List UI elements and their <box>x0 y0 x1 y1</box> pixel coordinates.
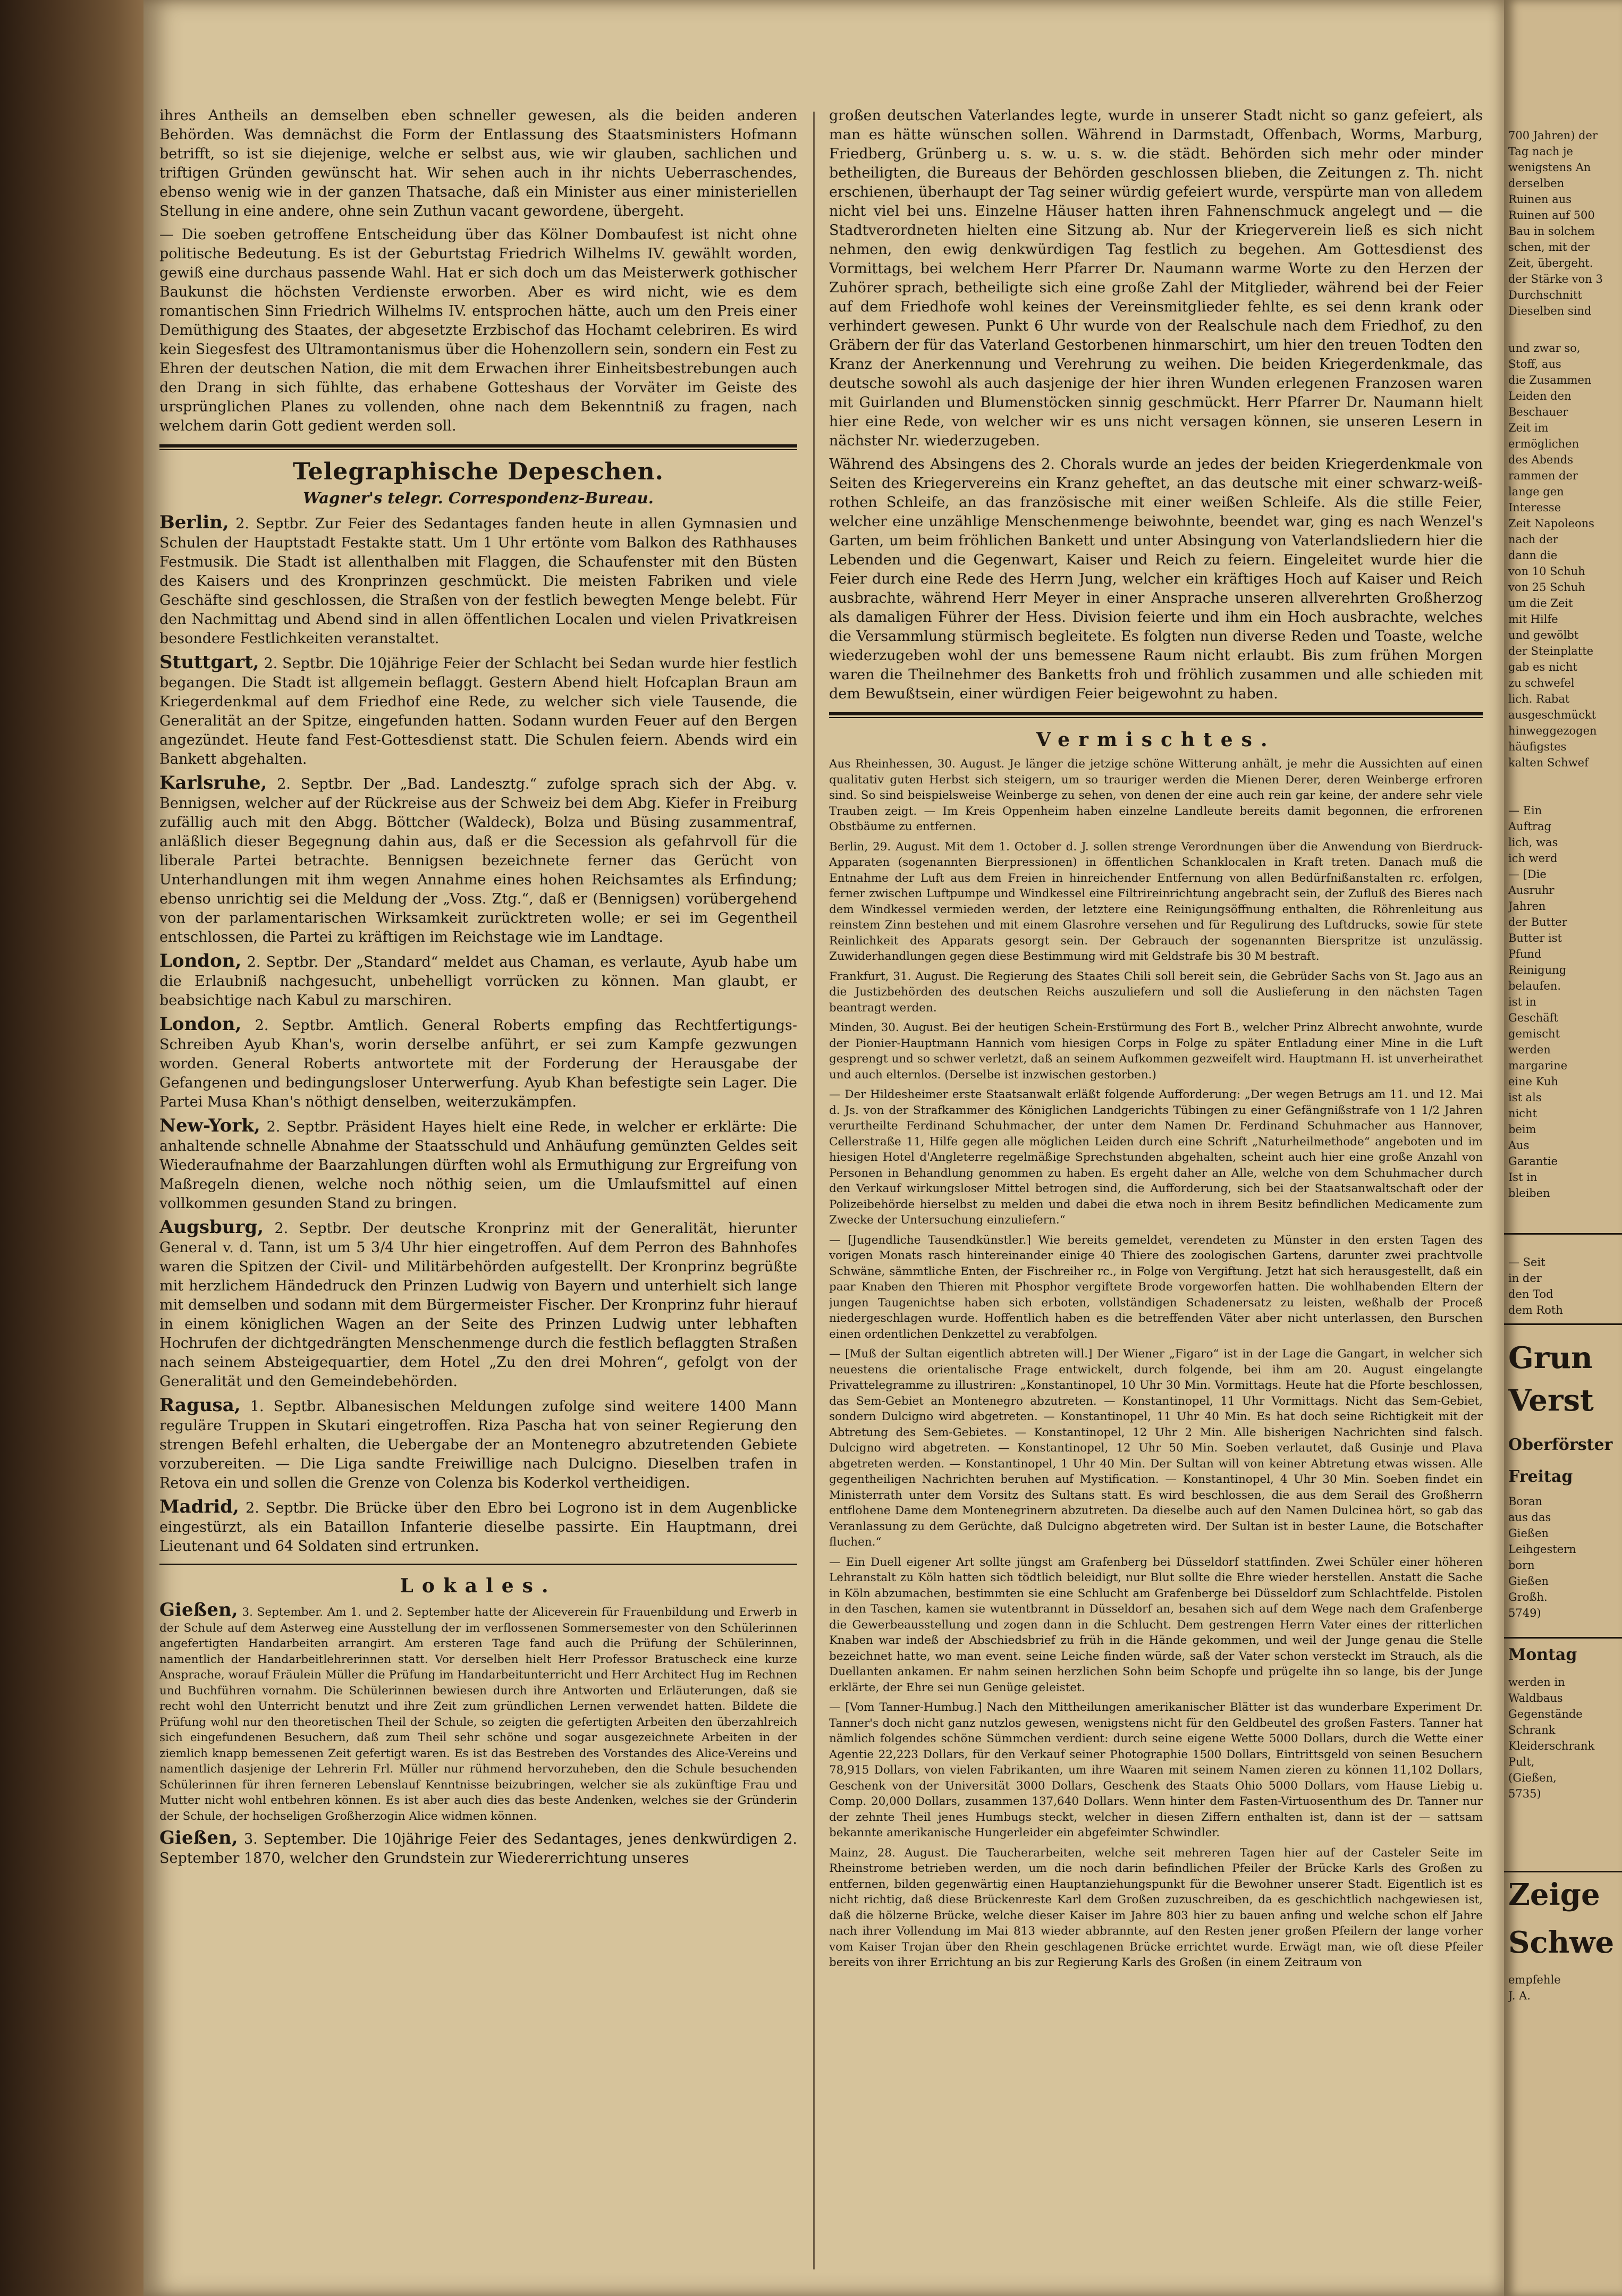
vermischtes-item: — [Jugendliche Tausendkünstler.] Wie bereits gemeldet, verendeten zu Münster in den ersten Tagen des vorigen Monats rasch hintereinander einige 40 Thiere des zoologischen Gartens, darunter zwei prachtvolle Schwäne, sämmtliche Enten, der Fischreiher rc., in Folge von Vergiftung. Jetzt hat sich herausgestellt, daß ein paar Knaben den Thieren mit Phosphor vergiftete Brode vorgeworfen hatten. Die wohlhabenden Eltern der jungen Taugenichtse haben sich erboten, vollständigen Schadenersatz zu leisten, weßhalb der Proceß niedergeschlagen wurde. Hoffentlich haben es die betreffenden Väter aber nicht unterlassen, den Burschen einen ordentlichen Denkzettel zu verabfolgen. <box>829 1233 1483 1341</box>
dispatch-text: 2. Septbr. Die Brücke über den Ebro bei Logrono ist in dem Augenblicke eingestürzt, als ein Bataillon Infanterie dieselbe passirte. Ein Hauptmann, drei Lieutenant und 64 Soldaten sind ertrunken. <box>159 1500 797 1555</box>
adjacent-page-rule <box>1504 1637 1622 1639</box>
adjacent-page-line: Leiden den <box>1508 390 1572 402</box>
adjacent-page-line: mit Hilfe <box>1508 613 1558 626</box>
adjacent-page-line: — Seit <box>1508 1256 1545 1269</box>
adjacent-page-line: Pult, <box>1508 1755 1535 1768</box>
adjacent-page-line: hinweggezogen <box>1508 724 1597 737</box>
dispatch-place: Ragusa, <box>159 1395 241 1416</box>
adjacent-page-line: 5749) <box>1508 1607 1541 1619</box>
dispatch-item <box>159 773 797 947</box>
adjacent-page-line: dem Roth <box>1508 1304 1563 1316</box>
adjacent-page-line: Interesse <box>1508 501 1561 514</box>
adjacent-page-line: J. A. <box>1508 1989 1531 2002</box>
adjacent-page-line: 5735) <box>1508 1787 1541 1800</box>
adjacent-page-line: Leihgestern <box>1508 1543 1576 1556</box>
dispatch-text: 2. Septbr. Amtlich. General Roberts empfing das Rechtfertigungs-Schreiben Ayub Khan's, worin derselbe anführt, er sei zum Kampfe gezwungen worden. General Roberts antwortete mit der Forderung der Herausgabe der Gefangenen und bedingungsloser Unterwerfung. Ayub Khan befestigte sein Lager. Die Partei Musa Khan's nöthigt denselben, weiterzukämpfen. <box>159 1017 797 1110</box>
adjacent-page-edge <box>1504 0 1622 2296</box>
adjacent-page-fragments <box>1508 1674 1622 1802</box>
adjacent-page-line: born <box>1508 1559 1535 1572</box>
adjacent-page-line: gemischt <box>1508 1027 1560 1040</box>
adjacent-page-line: Schrank <box>1508 1724 1556 1736</box>
adjacent-page-line: Auftrag <box>1508 820 1551 833</box>
sedan-report-paragraph: Während des Absingens des 2. Chorals wurde an jedes der beiden Kriegerdenkmale von Seiten des Kriegervereins ein Kranz geheftet, an das deutsche mit einer schwarz-weiß-rothen Schleife, an das französische mit einer weißen Schleife. Als die stille Feier, welcher eine unzählige Menschenmenge beiwohnte, beendet war, ging es nach Wenzel's Garten, um beim fröhlichen Bankett und unter Absingung von Vaterlandsliedern hier die Lebenden und die Gegenwart, Kaiser und Reich zu feiern. Eingeleitet wurde hier die Feier durch eine Rede des Herrn Jung, welcher ein kräftiges Hoch auf Kaiser und Reich ausbrachte, während Herr Meyer in einer Ansprache unseren allverehrten Großherzog als damaligen Führer der Hess. Division feierte und ihm ein Hoch ausbrachte, welches die Versammlung stürmisch begleitete. Es folgten nun diverse Reden und Toaste, welche wiederzugeben wohl der uns bemessene Raum nicht erlaubt. Bis zum frühen Morgen waren die Theilnehmer des Banketts froh und fröhlich zusammen und alle schieden mit dem Bewußtsein, einer würdigen Feier beigewohnt zu haben. <box>829 456 1483 702</box>
adjacent-page-line: ich werd <box>1508 852 1558 865</box>
dispatch-item <box>159 653 797 769</box>
adjacent-page-line: Ruinen auf 500 <box>1508 209 1595 222</box>
adjacent-page-line: lich. Rabat <box>1508 693 1570 705</box>
adjacent-page-line: — Ein <box>1508 804 1542 817</box>
adjacent-page-line: zu schwefel <box>1508 677 1575 689</box>
dispatch-text: 1. Septbr. Albanesischen Meldungen zufolge sind weitere 1400 Mann reguläre Truppen in Skutari eingetroffen. Riza Pascha hat von seiner Regierung den strengen Befehl erhalten, die Uebergabe der an Montenegro abzutretenden Gebiete vorzubereiten. — Die Liga sandte Freiwillige nach Dulcigno. Dieselben trafen in Retova ein und sollen die Grenze von Colenza bis Koderkol vertheidigen. <box>159 1398 797 1491</box>
adjacent-page-line: (Gießen, <box>1508 1771 1557 1784</box>
telegraph-subtitle: Wagner's telegr. Correspondenz-Bureau. <box>303 489 654 507</box>
dispatch-text: 2. Septbr. Präsident Hayes hielt eine Rede, in welcher er erklärte: Die anhaltende schnelle Abnahme der Staatsschuld und Anhäufung gemünzten Geldes seit Wiederaufnahme der Baarzahlungen dürften wohl als Ermuthigung zur Ergreifung von Maßregeln dienen, welche noch nöthig seien, um die Umlaufsmittel auf einen vollkommen gesunden Stand zu bringen. <box>159 1119 797 1212</box>
adjacent-page-line: gab es nicht <box>1508 661 1577 673</box>
dispatch-text: 2. Septbr. Der „Bad. Landesztg.“ zufolge sprach sich der Abg. v. Bennigsen, welcher auf der Rückreise aus der Schweiz bei dem Abg. Kiefer in Freiburg zufällig auch mit den Abgg. Böttcher (Waldeck), Bolza und Büsing zusammentraf, anläßlich dieser Begegnung dahin aus, daß er die Secession als gefahrvoll für die liberale Partei betrachte. Bennigsen bezeichnete ferner das Gerücht von Unterhandlungen mit ihm wegen Annahme eines hohen Reichsamtes als Erfindung; ebenso unrichtig sei die Meldung der „Voss. Ztg.“, daß er (Bennigsen) vorübergehend von der parlamentarischen Wirksamkeit zurücktreten wolle; er sei im Gegentheil entschlossen, die Partei zu kräftigen im Reichstage wie im Landtage. <box>159 776 797 946</box>
vermischtes-item: — Ein Duell eigener Art sollte jüngst am Grafenberg bei Düsseldorf stattfinden. Zwei Schüler einer höheren Lehranstalt zu Köln hatten sich tödtlich beleidigt, nur Blut sollte die Ehre wieder herstellen. Anstatt die Sache in Köln abzumachen, bestimmten sie eine Schlucht am Grafenberge bei Düsseldorf zum Schlachtfelde. Pistolen in den Taschen, kamen sie wutentbrannt in Düsseldorf an, besahen sich auf dem Wege nach dem Grafenberge die Gewerbeausstellung und zogen dann in die Schlucht. Dem gestrengen Herrn Vater eines der ritterlichen Knaben war indeß der Abschiedsbrief zu früh in die Hände gekommen, und weil der Junge genau die Stelle bezeichnet hatte, wo man event. seine Leiche finden würde, saß der Vater schon versteckt im Strauch, als die Duellanten ankamen. Er nahm seinen herzlichen Sohn beim Schopfe und prügelte ihn so lange, bis der Junge erklärte, der Ehre sei nun Genüge geleistet. <box>829 1555 1483 1694</box>
adjacent-page-line: Durchschnitt <box>1508 289 1582 301</box>
dispatch-item <box>159 1396 797 1493</box>
lokales-title: Lokales. <box>400 1575 557 1597</box>
adjacent-page-line: Beschauer <box>1508 406 1568 418</box>
vermischtes-item: Mainz, 28. August. Die Taucherarbeiten, welche seit mehreren Tagen hier auf der Casteler Seite im Rheinstrome betrieben werden, um die noch darin befindlichen Pfeiler der Brücke Karls des Großen zu entfernen, bilden gegenwärtig einen Hauptanziehungspunkt für die Bewohner unserer Stadt. Eigentlich ist es nicht richtig, daß diese Brückenreste Karl dem Großen zuzuschreiben, da es geschichtlich nachgewiesen ist, daß die hölzerne Brücke, welche dieser Kaiser im Jahre 803 hier zu bauen anfing und welche schon elf Jahre nach ihrer Vollendung im Mai 813 wieder abbrannte, auf den Resten jener großen Pfeilern der lange vorher vom Kaiser Trojan über den Rhein geschlagenen Brücke errichtet wurde. Erwägt man, wie oft diese Pfeiler bereits von ihrer Errichtung an bis zur Regierung Karls des Großen (in einem Zeitraum von <box>829 1846 1483 1969</box>
sedan-report-paragraph: großen deutschen Vaterlandes legte, wurde in unserer Stadt nicht so ganz gefeiert, als man es hätte wünschen sollen. Während in Darmstadt, Offenbach, Worms, Marburg, Friedberg, Grünberg u. s. w. u. s. w. die städt. Behörden sich mehr oder minder betheiligten, die Bureaus der Behörden geschlossen blieben, die Zeitungen z. Th. nicht erschienen, überhaupt der Tag seiner würdig gefeiert wurde, verspürte man von alledem nicht viel bei uns. Einzelne Häuser hatten ihren Fahnenschmuck angelegt und — die Stadtverordneten hielten eine Sitzung ab. Nur der Kriegerverein ließ es sich nicht nehmen, den ewig denkwürdigen Tag festlich zu begehen. Am Gottesdienst des Vormittags, bei welchem Herr Pfarrer Dr. Naumann warme Worte zu den Herzen der Zuhörer sprach, betheiligte sich eine große Zahl der Mitglieder, während bei der Feier auf dem Friedhofe wohl keines der Vereinsmitglieder fehlte, es sei denn krank oder verhindert gewesen. Punkt 6 Uhr wurde von der Realschule nach dem Friedhof, zu den Gräbern der für das Vaterland Gestorbenen hinmarschirt, um hier den treuen Todten den Kranz der Anerkennung und Verehrung zu weihen. Die beiden Kriegerdenkmale, das deutsche sowohl als auch dasjenige der hier ihren Wunden erlegenen Franzosen waren mit Guirlanden und Blumenstöcken sinnig geschmückt. Herr Pfarrer Dr. Naumann hielt hier eine Rede, von welcher wir es uns nicht versagen können, sie unseren Lesern in nächster Nr. wiederzugeben. <box>829 107 1483 449</box>
dispatch-item <box>159 1497 797 1556</box>
adjacent-page-heading: Zeige <box>1508 1877 1600 1912</box>
adjacent-page-line: Jahren <box>1508 900 1546 913</box>
column-divider <box>813 112 815 2269</box>
adjacent-page-line: des Abends <box>1508 453 1574 466</box>
adjacent-page-rule <box>1504 1323 1622 1325</box>
adjacent-page-line: Gegenstände <box>1508 1708 1583 1720</box>
adjacent-page-line: Butter ist <box>1508 932 1562 944</box>
lokales-item <box>159 1599 797 1824</box>
dispatch-text: 2. Septbr. Der „Standard“ meldet aus Chaman, es verlaute, Ayub habe um die Erlaubniß nachgesucht, unbehelligt vorrücken zu können. Man glaubt, er beabsichtige nach Kabul zu marschiren. <box>159 954 797 1009</box>
adjacent-page-line: nach der <box>1508 533 1558 546</box>
adjacent-page-line: Kleiderschrank <box>1508 1740 1595 1752</box>
adjacent-page-line: ausgeschmückt <box>1508 708 1596 721</box>
dispatch-place: London, <box>159 1014 242 1035</box>
dispatch-text: 2. Septbr. Zur Feier des Sedantages fanden heute in allen Gymnasien und Schulen der Hauptstadt Festakte statt. Um 1 Uhr ertönte vom Balkon des Rathhauses Festmusik. Die Stadt ist allenthalben mit Flaggen, die Schaufenster mit den Büsten des Kaisers und des Kronprinzen geschmückt. Die meisten Fabriken und viele Geschäfte sind geschlossen, die Straßen von der festlich bewegten Menge belebt. Für den Nachmittag und Abend sind in allen öffentlichen Localen und vielen Privatkreisen besondere Festlichkeiten veranstaltet. <box>159 516 797 647</box>
vermischtes-item: Frankfurt, 31. August. Die Regierung des Staates Chili soll bereit sein, die Gebrüder Sachs von St. Jago aus an die Justizbehörden des deutschen Reichs auszuliefern und soll die Auslieferung in den nächsten Tagen beantragt werden. <box>829 969 1483 1015</box>
adjacent-page-heading: Grun <box>1508 1340 1593 1375</box>
adjacent-page-line: Waldbaus <box>1508 1692 1563 1704</box>
adjacent-page-line: bleiben <box>1508 1187 1550 1200</box>
lokales-text: 3. September. Die 10jährige Feier des Sedantages, jenes denkwürdigen 2. September 1870, welcher den Grundstein zur Wiedererrichtung unseres <box>159 1831 797 1867</box>
adjacent-page-line: der Butter <box>1508 916 1567 928</box>
adjacent-page-line: Zeit, übergeht. <box>1508 257 1593 269</box>
adjacent-page-line: von 10 Schuh <box>1508 565 1585 578</box>
adjacent-page-line: ist als <box>1508 1091 1542 1104</box>
adjacent-page-line: Reinigung <box>1508 964 1567 976</box>
lokales-place: Gießen, <box>159 1827 238 1848</box>
adjacent-page-line: Zeit im <box>1508 421 1549 434</box>
adjacent-page-subheading: Oberförster <box>1508 1436 1613 1454</box>
adjacent-page-line: Aus <box>1508 1139 1530 1152</box>
adjacent-page-line: 700 Jahren) der <box>1508 129 1598 142</box>
adjacent-page-line: schen, mit der <box>1508 241 1590 254</box>
adjacent-page-line: Stoff, aus <box>1508 358 1561 370</box>
lokales-text: 3. September. Am 1. und 2. September hatte der Aliceverein für Frauenbildung und Erwerb in der Schule auf dem Asterweg eine Ausstellung der im verflossenen Sommersemester von den Schülerinnen angefertigten Handarbeiten arrangirt. Am ersteren Tage fand auch die Prüfung der Schülerinnen, namentlich der Handarbeitlehrerinnen statt. Vor derselben hielt Herr Professor Bratuscheck eine kurze Ansprache, worauf Fräulein Müller die Prüfung im Handarbeitunterricht und Herr Architect Hug im Rechnen und Buchführen vornahm. Die Schülerinnen bewiesen durch ihre Antworten und Erläuterungen, daß sie recht wohl den Unterricht benutzt und ihre Zeit zum gründlichen Lernen verwendet hatten. Bildete die Prüfung wohl nur den theoretischen Theil der Schule, so zeigten die gefertigten Arbeiten den überzahlreich sich eingefundenen Besuchern, daß zum Theil sehr schöne und sogar ausgezeichnete Arbeiten in der ziemlich knapp bemessenen Zeit gefertigt waren. Es ist das Bestreben des Vorstandes des Alice-Vereins und namentlich dasjenige der Lehrerin Frl. Müller nur rühmend hervorzuheben, den die Schule besuchenden Schülerinnen für ihren ferneren Lebenslauf Kenntnisse beizubringen, welcher sie als zukünftige Frau und Mutter nicht wohl entbehren können. Es ist aber auch dies das beste Andenken, welches sie der Gründerin der Schule, der hochseligen Großherzogin Alice widmen können. <box>159 1606 797 1823</box>
adjacent-page-line: Bau in solchem <box>1508 225 1595 238</box>
vermischtes-item: — Der Hildesheimer erste Staatsanwalt erläßt folgende Aufforderung: „Der wegen Betrugs am 11. und 12. Mai d. Js. von der Strafkammer des Königlichen Landgerichts Tübingen zu einer Gefängnißstrafe von 1 1/2 Jahren verurtheilte Ferdinand Schuhmacher, der unter dem Namen Dr. Ferdinand Schuhmacher aus Hannover, Cellerstraße 11, Hilfe gegen alle möglichen Leiden durch eine Schrift „Naturheilmethode“ angeboten und im hiesigen Hotel d'Angleterre regelmäßige Sprechstunden abgehalten, scheint auch hier eine große Anzahl von Personen in Behandlung genommen zu haben. Es ergeht daher an Alle, welche von dem Schuhmacher durch den Verkauf wirkungsloser Mittel betrogen sind, die Aufforderung, sich bei der Staatsanwaltschaft oder der Polizeibehörde hierselbst zu melden und dabei die etwa noch in ihrem Besitz befindlichen Medicamente zum Zwecke der Untersuchung einzuliefern.“ <box>829 1088 1483 1227</box>
dispatch-item <box>159 513 797 648</box>
vermischtes-item: — [Vom Tanner-Humbug.] Nach den Mittheilungen amerikanischer Blätter ist das wunderbare Experiment Dr. Tanner's doch nicht ganz nutzlos gewesen, wenigstens nicht für den Geldbeutel des großen Fasters. Tanner hat nämlich folgendes schöne Sümmchen verdient: durch seine eigene Wette 5000 Dollars, durch die Wette einer Agentie 22,223 Dollars, für den Verkauf seiner Photographie 1500 Dollars, Eintrittsgeld von seinen Besuchern 78,915 Dollars, von vielen Fabrikanten, um ihre Waaren mit seinem Namen zieren zu können 11,102 Dollars, Geschenk von der Universität 3000 Dollars, Geschenk des Staats Ohio 5000 Dollars, vom Hause Liebig u. Comp. 20,000 Dollars, zusammen 137,640 Dollars. Wenn hinter dem Fasten-Virtuosenthum des Dr. Tanner nur der zehnte Theil jenes Humbugs steckt, welcher in diesen Ziffern enthalten ist, dann ist der — sattsam bekannte amerikanische Hungerleider ein abgefeimter Schwindler. <box>829 1701 1483 1839</box>
adjacent-page-line: eine Kuh <box>1508 1075 1559 1088</box>
adjacent-page-line: Tag nach je <box>1508 145 1573 158</box>
adjacent-page-line: ermöglichen <box>1508 437 1579 450</box>
section-rule <box>159 1564 797 1565</box>
dispatch-item <box>159 1116 797 1213</box>
adjacent-page-heading: Schwe <box>1508 1925 1615 1960</box>
book-spine <box>0 0 143 2296</box>
adjacent-page-line: aus das <box>1508 1511 1551 1524</box>
adjacent-page-line: häufigstes <box>1508 740 1567 753</box>
intro-paragraph: — Die soeben getroffene Entscheidung über das Kölner Dombaufest ist nicht ohne politische Bedeutung. Es ist der Geburtstag Friedrich Wilhelms IV. gewählt worden, gewiß eine durchaus passende Wahl. Hat er sich doch um das Meisterwerk gothischer Baukunst die höchsten Verdienste erworben. Aber es wird nicht, wie es dem romantischen Sinn Friedrich Wilhelms IV. entsprochen hätte, auch um den Preis einer Demüthigung des Staates, der abgesetzte Erzbischof das Hochamt celebriren. Es wird kein Siegesfest des Ultramontanismus über die Hohenzollern sein, sondern ein Fest zu Ehren der deutschen Nation, die mit dem Erwachen ihrer Einheitsbestrebungen auch den Drang in sich fühlte, das erhabene Gotteshaus der Vorväter im Geiste des ursprünglichen Planes zu vollenden, ohne nach dem Bekenntniß zu fragen, nach welchem darin Gott gedient werden soll. <box>159 226 797 434</box>
adjacent-page-line: derselben <box>1508 177 1565 190</box>
section-rule <box>829 712 1483 718</box>
adjacent-page-line: margarine <box>1508 1059 1568 1072</box>
adjacent-page-line: wenigstens An <box>1508 161 1591 174</box>
adjacent-page-subheading: Montag <box>1508 1645 1577 1664</box>
adjacent-page-line: lich, was <box>1508 836 1558 849</box>
adjacent-page-line: Zeit Napoleons <box>1508 517 1594 530</box>
dispatch-text: 2. Septbr. Die 10jährige Feier der Schlacht bei Sedan wurde hier festlich begangen. Die Stadt ist allgemein beflaggt. Gestern Abend hielt Hofcaplan Braun am Kriegerdenkmal auf dem Friedhof eine Rede, zu welcher sich viele Tausende, die Generalität an der Spitze, eingefunden hatten. Sodann wurden Feuer auf den Bergen angezündet. Heute fand Fest-Gottesdienst statt. Die Schulen feiern. Abends wird ein Bankett abgehalten. <box>159 655 797 767</box>
adjacent-page-line: Dieselben sind <box>1508 305 1592 317</box>
adjacent-page-line: nicht <box>1508 1107 1537 1120</box>
adjacent-page-line: und gewölbt <box>1508 629 1579 641</box>
adjacent-page-fragments <box>1508 1972 1622 2004</box>
adjacent-page-fragments <box>1508 1493 1622 1621</box>
dispatch-item <box>159 1015 797 1112</box>
adjacent-page-line: Garantie <box>1508 1155 1558 1168</box>
adjacent-page-line: um die Zeit <box>1508 597 1573 610</box>
adjacent-page-line: von 25 Schuh <box>1508 581 1585 594</box>
adjacent-page-line: in der <box>1508 1272 1542 1285</box>
adjacent-page-line: ist in <box>1508 995 1536 1008</box>
adjacent-page-line: Ausruhr <box>1508 884 1555 897</box>
dispatch-place: New-York, <box>159 1115 260 1136</box>
adjacent-page-line: werden <box>1508 1043 1551 1056</box>
left-column <box>159 106 797 2269</box>
vermischtes-item: Aus Rheinhessen, 30. August. Je länger die jetzige schöne Witterung anhält, je mehr die Aussichten auf einen qualitativ guten Herbst sich steigern, um so trauriger werden die Mienen Derer, deren Weinberge erfroren sind. So sind beispielsweise Weinberge zu sehen, von denen der eine auch rein gar keine, der andere sehr viele Trauben zeigt. — Im Kreis Oppenheim haben einzelne Landleute bereits damit begonnen, die erfrorenen Obstbäume zu entfernen. <box>829 757 1483 833</box>
adjacent-page-fragments <box>1508 340 1622 771</box>
dispatch-place: Augsburg, <box>159 1217 264 1238</box>
adjacent-page-line: Geschäft <box>1508 1011 1558 1024</box>
adjacent-page-line: belaufen. <box>1508 980 1561 992</box>
adjacent-page-line: dann die <box>1508 549 1558 562</box>
adjacent-page-line: Ist in <box>1508 1171 1537 1184</box>
vermischtes-item: Berlin, 29. August. Mit dem 1. October d. J. sollen strenge Verordnungen über die Anwendung von Bierdruck-Apparaten (sogenannten Bierpressionen) in öffentlichen Schanklocalen in Kraft treten. Danach muß die Entnahme der Luft aus dem Freien in hinreichender Entfernung von allen Bedürfnißanstalten rc. erfolgen, ferner zwischen Luftpumpe und Windkessel eine Filtrireinrichtung angebracht sein, der Zufluß des Bieres nach dem Windkessel vermieden werden, der letztere eine Reinigungsöffnung enthalten, die Röhrenleitung aus reinstem Zinn bestehen und mit einem Glasrohre versehen und für Regulirung des Luftdrucks, sowie für stete Reinlichkeit des Apparats gesorgt sein. Der Gebrauch der sogenannten Bierspritze ist unzulässig. Zuwiderhandlungen gegen diese Bestimmung wird mit Geldstrafe bis 30 M bestraft. <box>829 840 1483 963</box>
adjacent-page-rule <box>1504 1233 1622 1235</box>
dispatch-item <box>159 1218 797 1391</box>
adjacent-page-line: empfehle <box>1508 1973 1561 1986</box>
vermischtes-item: — [Muß der Sultan eigentlich abtreten will.] Der Wiener „Figaro“ ist in der Lage die Gangart, in welcher sich neuestens die orientalische Frage entwickelt, durch folgende, bei ihm am 20. August eingelangte Privattelegramme zu illustriren: „Konstantinopel, 10 Uhr 30 Min. Vormittags. Heute hat die Pforte beschlossen, das Sem-Gebiet an Montenegro abzutreten. — Konstantinopel, 11 Uhr Vormittags. Nicht das Sem-Gebiet, sondern Dulcigno wird abgetreten. — Konstantinopel, 11 Uhr 40 Min. Es hat doch seine Richtigkeit mit der Abtretung des Sem-Gebietes. — Konstantinopel, 12 Uhr 2 Min. Alle bisherigen Nachrichten sind falsch. Dulcigno wird abgetreten. — Konstantinopel, 12 Uhr 50 Min. Soeben verlautet, daß Gusinje und Plava abgetreten werden. — Konstantinopel, 1 Uhr 40 Min. Der Sultan will von keiner Abtretung etwas wissen. Alle gegentheiligen Nachrichten beruhen auf Mystification. — Konstantinopel, 4 Uhr 30 Min. Soeben findet ein Ministerrath unter dem Vorsitz des Sultans statt. Es wird beschlossen, die aus dem Serail des Großherrn entflohene Dame dem Montenegrinern abzutreten. Da dieselbe auch auf den Namen Dulcinea hört, so gab das Veranlassung zu dem Gerüchte, daß Dulcigno abgetreten wird. Der Sultan ist in bester Laune, die Botschafter fluchen.“ <box>829 1347 1483 1549</box>
adjacent-page-line: Gießen <box>1508 1527 1549 1540</box>
dispatch-place: London, <box>159 950 242 972</box>
adjacent-page-line: kalten Schwef <box>1508 756 1589 769</box>
adjacent-page-line: lange gen <box>1508 485 1564 498</box>
dispatch-place: Madrid, <box>159 1496 239 1517</box>
adjacent-page-line: — [Die <box>1508 868 1547 881</box>
dispatch-place: Berlin, <box>159 512 229 533</box>
right-column <box>829 106 1483 2269</box>
adjacent-page-line: Gießen <box>1508 1575 1549 1588</box>
dispatch-place: Karlsruhe, <box>159 772 267 794</box>
adjacent-page-subheading: Freitag <box>1508 1467 1573 1486</box>
adjacent-page-line: der Stärke von 3 <box>1508 273 1603 285</box>
adjacent-page-line: den Tod <box>1508 1288 1553 1301</box>
adjacent-page-line: und zwar so, <box>1508 342 1581 354</box>
section-rule <box>159 444 797 450</box>
intro-paragraph: ihres Antheils an demselben eben schneller gewesen, als die beiden anderen Behörden. Was demnächst die Form der Entlassung des Staatsministers Hofmann betrifft, so ist sie diejenige, welche er selbst aus, wie wir glauben, sachlichen und triftigen Gründen gewünscht hat. Wir sehen auch in ihr nichts Ueberraschendes, ebenso wenig wie in der ganzen Thatsache, daß ein Minister aus einer ministeriellen Stellung in eine andere, ohne sein Zuthun vacant gewordene, übergeht. <box>159 107 797 220</box>
adjacent-page-fragments <box>1508 1254 1622 1318</box>
adjacent-page-line: Ruinen aus <box>1508 193 1572 206</box>
adjacent-page-fragments <box>1508 128 1622 319</box>
dispatch-item <box>159 951 797 1010</box>
adjacent-page-line: Pfund <box>1508 948 1542 960</box>
dispatch-place: Stuttgart, <box>159 652 259 673</box>
adjacent-page-fragments <box>1508 803 1622 1201</box>
dispatch-text: 2. Septbr. Der deutsche Kronprinz mit der Generalität, hierunter General v. d. Tann, ist um 5 3/4 Uhr hier eingetroffen. Auf dem Perron des Bahnhofes waren die Spitzen der Civil- und Militärbehörden aufgestellt. Der Kronprinz begrüßte mit herzlichem Händedruck den Prinzen Ludwig von Bayern und unterhielt sich lange mit demselben und sodann mit dem Bürgermeister Fischer. Der Kronprinz fuhr hierauf in einem königlichen Wagen an der Seite des Prinzen Ludwig unter lebhaften Hochrufen der dichtgedrängten Menschenmenge durch die festlich beflaggten Straßen nach seinem Absteigequartier, dem Hotel „Zu den drei Mohren“, gefolgt von der Generalität und den Gemeindebehörden. <box>159 1220 797 1390</box>
adjacent-page-rule <box>1504 1871 1622 1872</box>
lokales-item <box>159 1828 797 1868</box>
lokales-place: Gießen, <box>159 1599 238 1620</box>
adjacent-page-heading: Verst <box>1508 1383 1594 1418</box>
adjacent-page-line: werden in <box>1508 1676 1565 1689</box>
telegraph-title: Telegraphische Depeschen. <box>293 458 664 485</box>
adjacent-page-line: die Zusammen <box>1508 374 1592 386</box>
adjacent-page-line: der Steinplatte <box>1508 645 1594 657</box>
adjacent-page-line: rammen der <box>1508 469 1578 482</box>
vermischtes-title: Vermischtes. <box>1036 729 1276 751</box>
adjacent-page-line: Boran <box>1508 1495 1543 1508</box>
adjacent-page-line: Großh. <box>1508 1591 1548 1603</box>
adjacent-page-line: beim <box>1508 1123 1536 1136</box>
vermischtes-item: Minden, 30. August. Bei der heutigen Schein-Erstürmung des Fort B., welcher Prinz Albrecht anwohnte, wurde der Pionier-Hauptmann Hannich vom hiesigen Corps in Folge zu später Entladung einer Mine in die Luft gesprengt und so schwer verletzt, daß an seinem Aufkommen gezweifelt wird. Hauptmann H. ist unverheirathet und auch elternlos. (Derselbe ist inzwischen gestorben.) <box>829 1021 1483 1082</box>
